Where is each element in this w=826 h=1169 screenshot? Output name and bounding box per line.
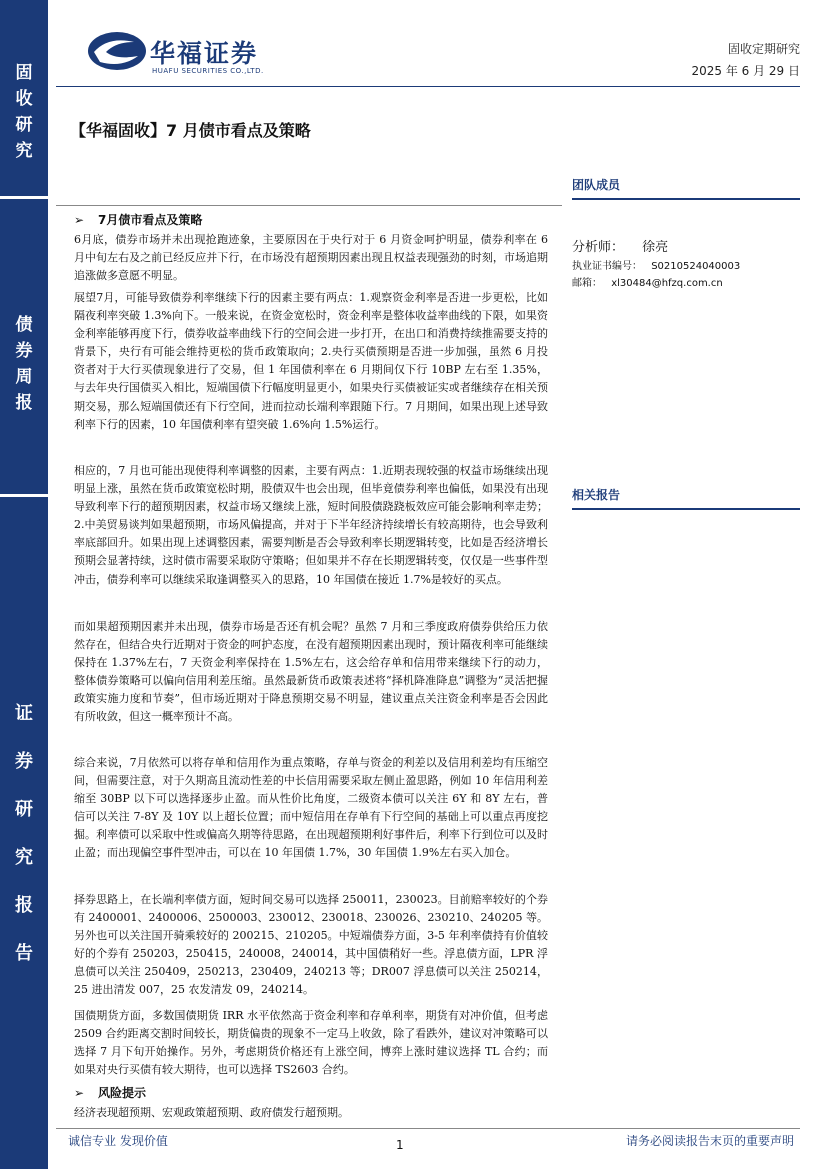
sidebar-char: 固 <box>15 63 33 83</box>
section-heading-text: 7月债市看点及策略 <box>98 213 203 227</box>
sidebar-char: 报 <box>15 895 33 916</box>
sidebar-char: 周 <box>15 367 33 387</box>
sidebar-char: 究 <box>15 141 33 161</box>
paragraph: 相应的，7 月也可能出现使得利率调整的因素，主要有两点：1.近期表现较强的权益市场继续出现明显上涨，虽然在货币政策宽松时期，股债双牛也会出现，但毕竟债券利率也偏低，如果没有出现导致利率下行的超预期因素，权益市场又继续上涨，短时间股债跷跷板效应可能会影响利率走势；2.中美贸易谈判如果超预期，市场风偏提高，并对于下半年经济持续增长有较高期待，也会导致利率底部回升。如果出现上述调整因素，需要判断是否会导致利率长期逻辑转变，比如是否经济增长预期会显著持续，这时债市需要采取防守策略；但如果并不存在长期逻辑转变，仅仅是一些事件型冲击，债券利率可以继续采取逢调整买入的思路，10 年国债在接近 1.7%是较好的买点。 <box>74 464 548 586</box>
risk-heading-text: 风险提示 <box>98 1086 147 1100</box>
sidebar-middle-label <box>0 312 48 416</box>
sidebar-top-label <box>0 60 48 164</box>
paragraph: 展望7月，可能导致债券利率继续下行的因素主要有两点：1.观察资金利率是否进一步更松，比如隔夜利率突破 1.3%向下。一般来说，在资金宽松时，资金利率是整体收益率曲线的下限，如果资金利率能够再度下行，债券收益率曲线下行的空间会进一步打开，在出口和消费持续推需要支持的背景下，央行有可能会维持更松的货币政策取向；2.央行买债预期是否进一步加强，虽然 6 月投资者对于大行买债现象进行了交易，但 1 年国债利率在 6 月期间仅下行 10BP 左右至 1.35%，与去年央行国债买入相比，短端国债下行幅度明显更小，如果央行买债被证实或者继续存在相关预期交易，那么短端国债还有下行空间，进而拉动长端利率跟随下行。7 月期间，如果出现上述导致利率下行的因素，10 年国债利率有望突破 1.6%向 1.5%运行。 <box>74 291 548 431</box>
arrow-bullet-icon: ➢ <box>74 213 85 227</box>
logo-text-cn: 华福证券 <box>150 39 259 68</box>
sidebar-char: 究 <box>15 847 33 868</box>
paragraph: 择券思路上，在长端利率债方面，短时间交易可以选择 250011，230023。目前赔率较好的个券有 2400001、2400006、2500003、230012、230018、230026、230210、240205 等。另外也可以关注国开骑乘较好的 200215、210205。中短端债券方面，3-5 年利率债持有价值较好的个券有 250203，250415，240008，240014，其中国债稍好一些。浮息债方面，LPR 浮息债可以关注 250409，250213，230409，240213 等；DR007 浮息债可以关注 250214，25 进出清发 007，25 农发清发 09，240214。 <box>74 893 548 997</box>
body-top-rule <box>56 205 562 206</box>
analyst-label: 分析师： <box>572 240 625 255</box>
sidebar-char: 研 <box>15 799 33 820</box>
section-heading <box>74 211 202 228</box>
report-title: 【华福固收】7 月债市看点及策略 <box>70 121 311 140</box>
footer-rule <box>56 1128 800 1129</box>
sidebar-divider <box>0 196 48 199</box>
email-label: 邮箱： <box>572 278 602 289</box>
email-row <box>572 274 800 289</box>
license-row <box>572 257 800 272</box>
sidebar-char: 券 <box>15 751 33 772</box>
footer <box>56 1128 800 1158</box>
email-link[interactable]: xl30484@hfzq.com.cn <box>611 278 723 289</box>
sidebar-char: 债 <box>15 315 33 335</box>
paragraph: 而如果超预期因素并未出现，债券市场是否还有机会呢？虽然 7 月和三季度政府债券供给压力依然存在，但结合央行近期对于资金的呵护态度，在没有超预期因素出现时，预计隔夜利率可能继续保持在 1.37%左右，7 天资金利率保持在 1.5%左右，这会给存单和信用带来继续下行的动力，整体债券策略可以偏向信用利差压缩。虽然最新货币政策表述将“择机降准降息”调整为“灵活把握政策实施力度和节奏”，但市场近期对于降息预期交易不明显，建议重点关注资金利率是否会因此有所收敛，但这一概率预计不高。 <box>74 620 548 724</box>
sidebar-char: 证 <box>15 703 33 724</box>
sidebar-char: 券 <box>15 341 33 361</box>
report-date: 2025 年 6 月 29 日 <box>691 64 800 78</box>
paragraph: 6月底，债券市场并未出现抢跑迹象，主要原因在于央行对于 6 月资金呵护明显，债券利率在 6 月中旬左右及之前已经反应并下行，在市场没有超预期因素出现且权益表现强劲的时刻，市场追期追涨做多意愿不明显。 <box>74 233 548 283</box>
sidebar-char: 收 <box>15 89 33 109</box>
footer-disclaimer: 请务必阅读报告末页的重要声明 <box>625 1134 794 1148</box>
paragraph: 国债期货方面，多数国债期货 IRR 水平依然高于资金利率和存单利率，期货有对冲价值，但考虑 2509 合约距离交割时间较长，期货偏贵的现象不一定马上收敛，除了看跌外，建议对冲策略可以选择 7 月下旬开始操作。另外，考虑期货价格还有上涨空间，博弈上涨时建议选择 TL 合约；而如果对央行买债有较大期待，也可以选择 TS2603 合约。 <box>74 1009 548 1077</box>
related-heading: 相关报告 <box>572 488 621 502</box>
risk-text: 经济表现超预期、宏观政策超预期、政府债发行超预期。 <box>74 1106 349 1119</box>
footer-slogan: 诚信专业 发现价值 <box>68 1134 168 1148</box>
sidebar-divider <box>0 494 48 497</box>
sidebar-char: 告 <box>15 943 33 964</box>
sidebar <box>0 0 48 1169</box>
license-label: 执业证书编号： <box>572 261 642 272</box>
license-number: S0210524040003 <box>651 261 741 272</box>
related-reports-section <box>572 486 800 510</box>
sidebar-bottom-label <box>0 690 48 978</box>
logo-swirl-icon <box>86 30 148 72</box>
header-rule <box>56 86 800 87</box>
arrow-bullet-icon: ➢ <box>74 1086 85 1100</box>
paragraph: 综合来说，7月依然可以将存单和信用作为重点策略，存单与资金的利差以及信用利差均有压缩空间，但需要注意，对于久期高且流动性差的中长信用需要采取左侧止盈思路，例如 10 年信用利差缩至 30BP 以下可以选择逐步止盈。而从性价比角度，二级资本债可以关注 6Y 和 8Y 左右，普信可以关注 7-8Y 及 10Y 以上超长位置；而中短信用在存单有下行空间的基础上可以重点再度挖掘。利率债可以采取中性或偏高久期等待思路，在出现超预期利好事件后，利率下行到位可以及时止盈；而出现偏空事件型冲击，可以在 10 年国债 1.7%，30 年国债 1.9%左右买入加仓。 <box>74 756 548 860</box>
team-rule <box>572 198 800 200</box>
analyst-row <box>572 236 800 255</box>
risk-heading <box>74 1084 146 1101</box>
team-section <box>572 176 800 200</box>
related-rule <box>572 508 800 510</box>
sidebar-char: 报 <box>15 393 33 413</box>
logo-text-en: HUAFU SECURITIES CO.,LTD. <box>152 67 264 75</box>
team-heading: 团队成员 <box>572 178 621 192</box>
analyst-name: 徐亮 <box>642 240 669 255</box>
sidebar-char: 研 <box>15 115 33 135</box>
page-number: 1 <box>396 1138 404 1152</box>
company-logo <box>86 30 296 80</box>
report-type: 固收定期研究 <box>727 42 800 56</box>
